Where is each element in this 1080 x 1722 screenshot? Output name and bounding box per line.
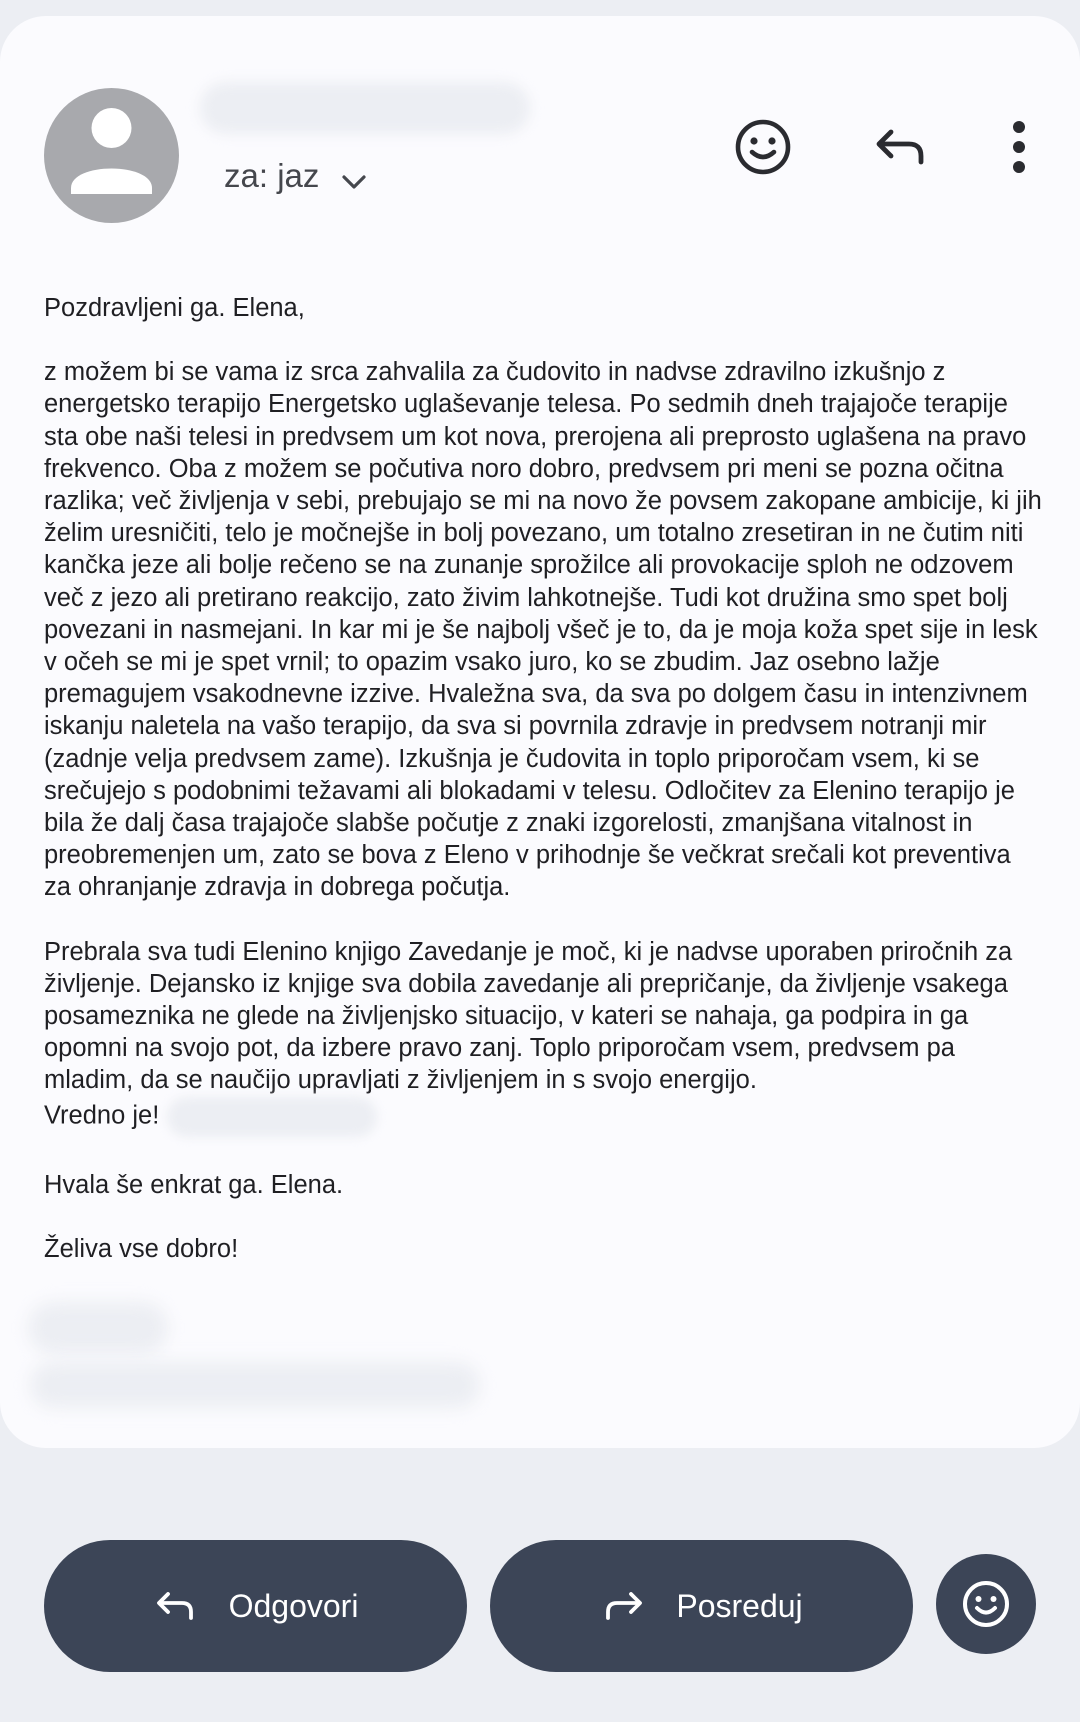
emoji-icon [960, 1578, 1012, 1630]
message-thanks: Hvala še enkrat ga. Elena. [44, 1170, 344, 1199]
reply-label: Odgovori [228, 1587, 359, 1624]
sender-name-redacted [200, 82, 530, 134]
message-paragraph-2: Prebrala sva tudi Elenino knjigo Zavedanje je moč, ki je nadvse uporaben priročnih za življenje. Dejansko iz knjige sva dobila zavedanje ali prepričanje, da življenje vsakega posameznika ne glede na življenjsko situacijo, v kateri se nahaja, ga podpira in ga opomni na svojo pot, da izbere pravo zanj. Toplo priporočam vsem, predvsem pa mladim, da se naučijo upravljati z življenjem in s svojo energijo. [44, 937, 1013, 1095]
recipient-toggle[interactable] [224, 152, 367, 200]
reply-icon[interactable] [866, 112, 936, 182]
signature-redacted-2 [30, 1362, 480, 1408]
forward-label: Posreduj [676, 1587, 803, 1624]
person-avatar-icon [44, 88, 179, 223]
message-greeting: Pozdravljeni ga. Elena, [44, 294, 305, 322]
reply-button[interactable] [44, 1540, 467, 1672]
redacted-emoji [167, 1097, 377, 1137]
emoji-reaction-button[interactable] [936, 1554, 1036, 1654]
message-paragraph-2-end-line [44, 1097, 1044, 1137]
message-paragraph-1: z možem bi se vama iz srca zahvalila za čudovito in nadvse zdravilno izkušnjo z energetsko terapijo Energetsko uglaševanje telesa. Po sedmih dneh trajajoče terapije sta obe naši telesi in predvsem um kot nova, prerojena ali preprosto uglašena na pravo frekvenco. Oba z možem se počutiva noro dobro, predvsem pri meni se pozna očitna razlika; več življenja v sebi, prebujajo se mi na novo že povsem zakopane ambicije, ki jih želim uresničiti, telo je močnejše in bolj povezano, um totalno zresetiran in ne čutim niti kančka jeze ali bolje rečeno se na zunanje sprožilce ali provokacije sploh ne odzovem več z jezo ali pretirano reakcijo, zato živim lahkotnejše. Tudi kot družina smo spet bolj povezani in nasmejani. In kar mi je še najbolj všeč je to, da je moja koža spet sije in lesk v očeh se mi je spet vrnil; to opazim vsako juro, ko se zbudim. Jaz osebno lažje premagujem vsakodnevne izzive. Hvaležna sva, da sva po dolgem času in intenzivnem iskanju naletela na vašo terapijo, da sva si povrnila zdravje in predvsem notranji mir (zadnje velja predvsem zame). Izkušnja je čudovita in toplo priporočam vsem, ki se srečujejo s podobnimi težavami ali blokadami v telesu. Odločitev za Elenino terapijo je bila že dalj časa trajajoče slabše počutje z znaki izgorelosti, zmanjšana vitalnost in preobremenjen um, zato se bova z Eleno v prihodnje še večkrat srečali kot preventiva za ohranjanje zdravja in dobrega počutja. [44, 358, 1042, 902]
forward-button[interactable] [490, 1540, 913, 1672]
message-paragraph-2-end: Vredno je! [44, 1101, 160, 1130]
sender-avatar[interactable] [44, 88, 179, 223]
reply-arrow-icon [153, 1583, 199, 1629]
signature-redacted-1 [28, 1302, 168, 1354]
message-closing: Želiva vse dobro! [44, 1234, 239, 1263]
forward-arrow-icon [600, 1583, 646, 1629]
recipient-label: za: jaz [224, 157, 320, 194]
message-card [0, 16, 1080, 1448]
emoji-icon[interactable] [728, 112, 798, 182]
chevron-down-icon [341, 162, 367, 200]
message-body [44, 292, 1044, 1265]
more-vert-icon[interactable] [984, 112, 1054, 182]
